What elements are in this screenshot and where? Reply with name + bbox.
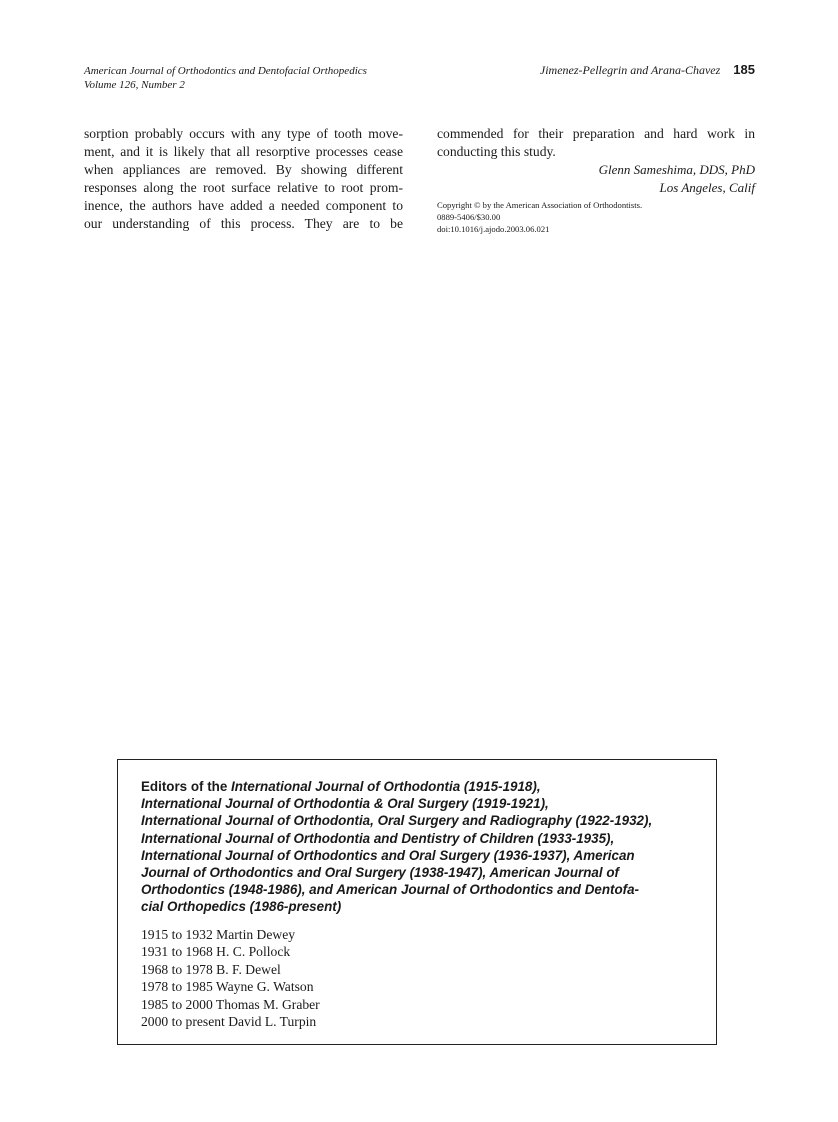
heading-journal-line: cial Orthopedics (1986-present): [141, 899, 342, 915]
heading-journal-line: Orthodontics (1948-1986), and American Journal of Orthodontics and Dentofa-: [141, 882, 640, 898]
editor-entry: 1915 to 1932 Martin Dewey: [141, 927, 296, 942]
heading-journal-line: International Journal of Orthodontia (1915-1918),: [231, 779, 541, 794]
page-number: 185: [733, 62, 755, 77]
editors-list: [141, 926, 320, 1030]
editor-entry: 1985 to 2000 Thomas M. Graber: [141, 996, 320, 1012]
editor-entry: 1931 to 1968 H. C. Pollock: [141, 944, 291, 960]
running-header-right: [540, 62, 755, 78]
editor-entry: 2000 to present David L. Turpin: [141, 1014, 317, 1030]
heading-journal-line: International Journal of Orthodontia, Oral Surgery and Radiography (1922-1932),: [141, 813, 653, 829]
journal-title: American Journal of Orthodontics and Dentofacial Orthopedics: [84, 65, 367, 77]
issn-price: 0889-5406/$30.00: [437, 212, 501, 222]
editor-entry: 1968 to 1978 B. F. Dewel: [141, 961, 281, 977]
signature-name: Glenn Sameshima, DDS, PhD: [598, 162, 755, 177]
heading-journal-line: International Journal of Orthodontia and Dentistry of Children (1933-1935),: [141, 830, 615, 846]
copyright-line: Copyright © by the American Association of Orthodontists.: [437, 200, 643, 210]
heading-journal-line: International Journal of Orthodontics and Oral Surgery (1936-1937), American: [141, 847, 635, 863]
editor-entry: 1978 to 1985 Wayne G. Watson: [141, 979, 314, 995]
signature-location: Los Angeles, Calif: [659, 180, 755, 195]
text-line: commended for their preparation and hard work in: [437, 126, 755, 141]
running-header-left: [84, 64, 367, 92]
article-authors: Jimenez-Pellegrin and Arana-Chavez: [539, 63, 721, 77]
text-line: inence, the authors have added a needed component to: [84, 198, 403, 213]
text-line: sorption probably occurs with any type of tooth move-: [84, 126, 403, 141]
text-line: our understanding of this process. They are to be: [84, 216, 403, 231]
editors-history-box: [117, 759, 717, 1045]
editors-heading: [141, 778, 701, 916]
heading-journal-line: International Journal of Orthodontia & Oral Surgery (1919-1921),: [141, 796, 549, 812]
text-line: when appliances are removed. By showing different: [84, 162, 403, 177]
right-column-text: [437, 125, 755, 235]
heading-prefix: Editors of the: [141, 779, 232, 794]
volume-issue: Volume 126, Number 2: [84, 79, 185, 91]
heading-journal-line: Journal of Orthodontics and Oral Surgery (1938-1947), American Journal of: [141, 865, 619, 881]
left-column-text: [84, 125, 403, 233]
text-line: ment, and it is likely that all resorptive processes cease: [84, 144, 403, 159]
text-line: responses along the root surface relative to root prom-: [84, 180, 403, 195]
text-line: conducting this study.: [437, 144, 556, 159]
doi-line: doi:10.1016/j.ajodo.2003.06.021: [437, 224, 550, 234]
